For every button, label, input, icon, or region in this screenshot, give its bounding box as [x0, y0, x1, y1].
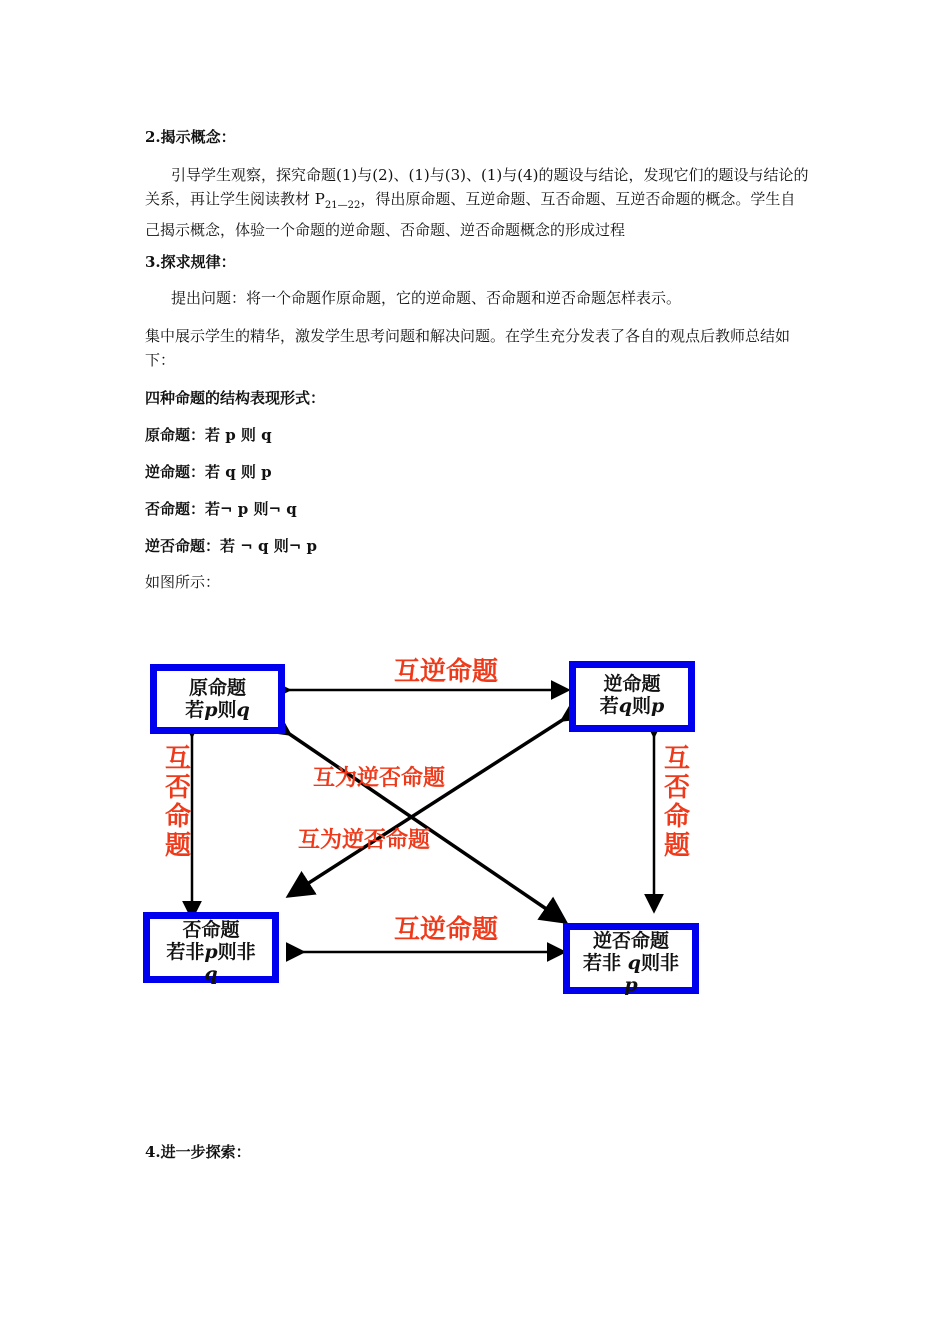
section-3-summary: 集中展示学生的精华，激发学生思考问题和解决问题。在学生充分发表了各自的观点后教师总结如下：	[145, 327, 791, 369]
box-converse	[569, 661, 695, 732]
four-propositions-diagram	[140, 645, 710, 1015]
label-converse-bottom: 互逆命题	[394, 915, 499, 945]
label-char: 互	[164, 744, 191, 774]
form-var-2: p	[624, 974, 638, 996]
label-inverse-left	[163, 745, 193, 861]
form-var-2: p	[651, 695, 665, 717]
box-original-form	[157, 699, 278, 721]
form-middle: 则非	[217, 941, 256, 963]
box-original	[150, 664, 285, 734]
section-3-question: 提出问题：将一个命题作原命题，它的逆命题、否命题和逆否命题怎样表示。	[171, 289, 682, 307]
forms-title: 四种命题的结构表现形式：	[145, 389, 326, 407]
label-char: 互	[663, 744, 690, 774]
section-2-subscript: 21—22	[324, 200, 361, 211]
label-char: 命	[663, 802, 690, 832]
box-inverse	[143, 912, 279, 983]
section-4-heading: 4.进一步探索：	[145, 1143, 251, 1161]
box-contrapositive-form	[570, 952, 692, 996]
section-2-paragraph	[145, 163, 810, 242]
label-converse-top: 互逆命题	[394, 657, 499, 687]
form-original: 原命题：若 p 则 q	[145, 426, 272, 444]
label-contrapositive-2: 互为逆否命题	[298, 827, 431, 853]
form-var-1: q	[627, 952, 641, 974]
box-converse-form	[576, 695, 688, 717]
form-converse: 逆命题：若 q 则 p	[145, 463, 272, 481]
label-char: 否	[663, 773, 690, 803]
form-middle: 则	[632, 695, 652, 717]
box-inverse-title: 否命题	[182, 919, 240, 941]
label-char: 否	[164, 773, 191, 803]
as-shown-text: 如图所示：	[145, 573, 221, 591]
label-char: 命	[164, 802, 191, 832]
label-contrapositive-1: 互为逆否命题	[313, 765, 446, 791]
label-char: 题	[663, 831, 690, 861]
form-var-1: p	[204, 941, 218, 963]
box-contrapositive-title: 逆否命题	[592, 930, 669, 952]
form-prefix: 若	[185, 699, 205, 721]
form-middle: 则	[217, 699, 237, 721]
form-var-1: q	[618, 695, 632, 717]
form-middle: 则非	[640, 952, 679, 974]
box-converse-title: 逆命题	[603, 673, 661, 695]
section-2-text-a: 引导学生观察，探究命题(1)与(2)、(1)与(3)、(1)与(4)的题设与结论，发现它们的题设与结论的关系，再让学生阅读教材 P	[145, 166, 809, 208]
box-contrapositive	[563, 923, 699, 994]
form-var-2: q	[204, 963, 218, 985]
form-prefix: 若	[599, 695, 619, 717]
form-inverse: 否命题：若¬ p 则¬ q	[145, 500, 297, 518]
form-var-1: p	[204, 699, 218, 721]
form-contrapositive: 逆否命题：若 ¬ q 则¬ p	[145, 537, 318, 555]
box-inverse-form	[150, 941, 272, 985]
form-prefix: 若非	[583, 952, 628, 974]
label-inverse-right	[662, 745, 692, 861]
section-2-heading: 2.揭示概念：	[145, 128, 236, 146]
section-2-text-b: ，得出原命题、互逆命题、互否命题、互逆否命题的概念。学生自己揭示概念，体验一个命题的逆命题、否命题、逆否命题概念的形成过程	[145, 190, 796, 239]
box-original-title: 原命题	[188, 677, 246, 699]
form-var-2: q	[236, 699, 250, 721]
arrow-converse-inverse	[290, 719, 564, 895]
section-3-heading: 3.探求规律：	[145, 253, 236, 271]
label-char: 题	[164, 831, 191, 861]
form-prefix: 若非	[166, 941, 205, 963]
